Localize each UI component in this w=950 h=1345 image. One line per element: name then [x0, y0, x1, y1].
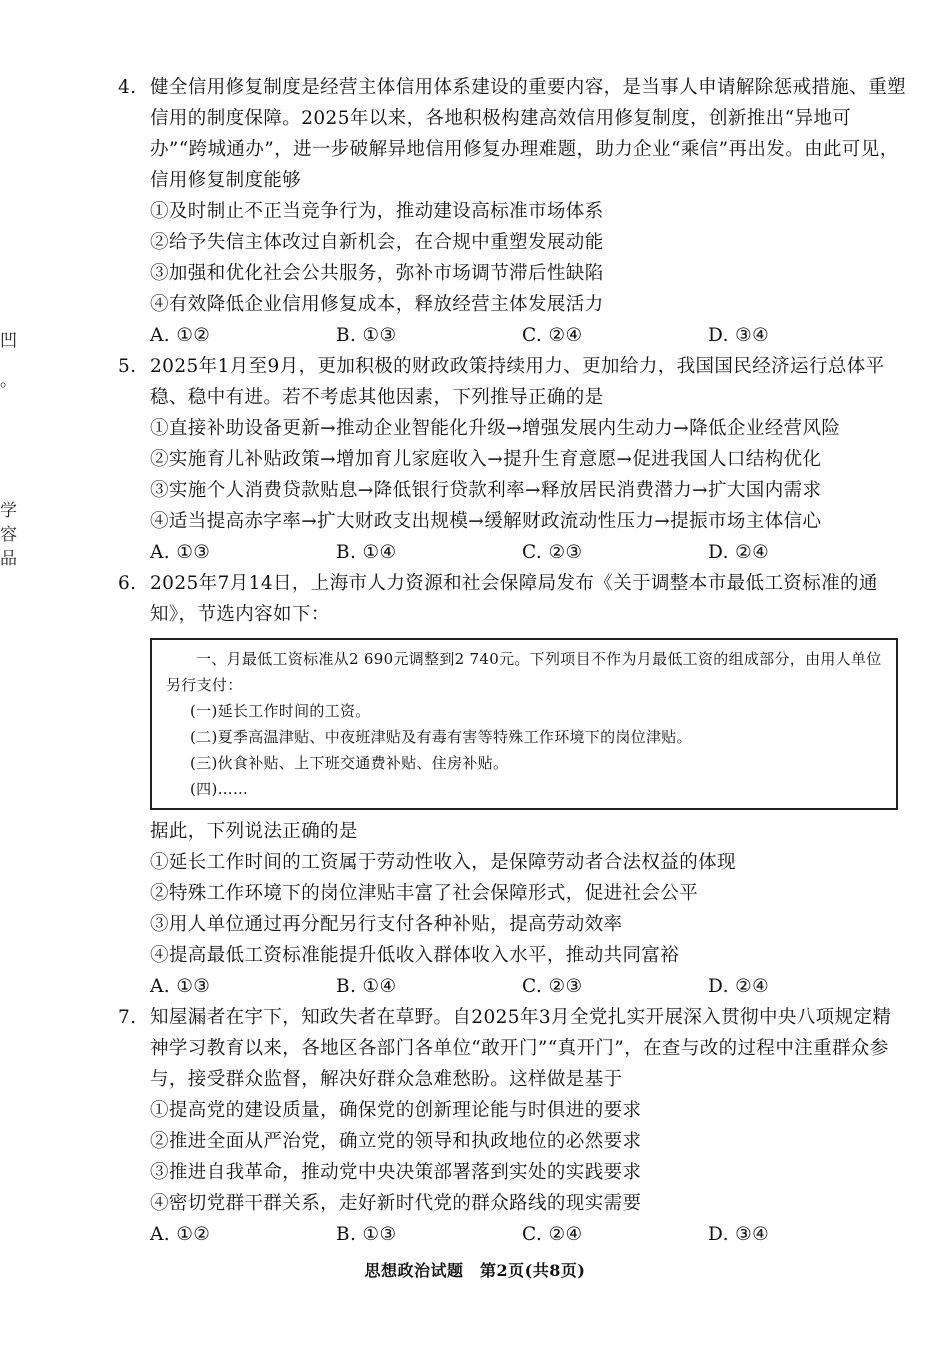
- statement-option: ①提高党的建设质量，确保党的创新理论能与时俱进的要求: [150, 1100, 642, 1121]
- answer-choices: [150, 1219, 908, 1250]
- statement-option: ③实施个人消费贷款贴息→降低银行贷款利率→释放居民消费潜力→扩大国内需求: [150, 480, 822, 501]
- question-number: 7.: [118, 1007, 137, 1028]
- question-7: [118, 1002, 908, 1250]
- statement-option: ④适当提高赤字率→扩大财政支出规模→缓解财政流动性压力→提振市场主体信心: [150, 511, 822, 532]
- choice-d: D. ②④: [708, 976, 770, 997]
- answer-choices: [150, 537, 908, 568]
- choice-c: C. ②③: [522, 542, 583, 563]
- choice-b: B. ①③: [336, 1224, 397, 1245]
- binding-margin-text: [0, 330, 16, 588]
- choice-d: D. ③④: [708, 325, 770, 346]
- question-number: 4.: [118, 77, 137, 98]
- margin-char: [0, 410, 16, 500]
- exam-page: [118, 72, 908, 1250]
- statement-option: ②特殊工作环境下的岗位津贴丰富了社会保障形式，促进社会公平: [150, 883, 699, 904]
- statement-option: ①直接补助设备更新→推动企业智能化升级→增强发展内生动力→降低企业经营风险: [150, 418, 841, 439]
- question-5: [118, 351, 908, 568]
- question-stem: [118, 568, 908, 630]
- question-stem: [118, 351, 908, 413]
- question-text: 2025年1月至9月，更加积极的财政政策持续用力、更加给力，我国国民经济运行总体平稳、稳中有进。若不考虑其他因素，下列推导正确的是: [150, 356, 885, 408]
- answer-choices: [150, 971, 908, 1002]
- answer-choices: [150, 320, 908, 351]
- choice-c: C. ②③: [522, 976, 583, 997]
- statement-option: ②推进全面从严治党，确立党的领导和执政地位的必然要求: [150, 1131, 642, 1152]
- choice-a: A. ①③: [150, 542, 211, 563]
- statement-option: ④有效降低企业信用修复成本，释放经营主体发展活力: [150, 294, 604, 315]
- question-text: 2025年7月14日，上海市人力资源和社会保障局发布《关于调整本市最低工资标准的通知》，节选内容如下：: [150, 573, 878, 625]
- choice-a: A. ①③: [150, 976, 211, 997]
- page-footer: 思想政治试题 第2页(共8页): [364, 1261, 586, 1280]
- statement-option: ③用人单位通过再分配另行支付各种补贴，提高劳动效率: [150, 914, 623, 935]
- question-stem: [118, 1002, 908, 1095]
- statement-option: ④提高最低工资标准能提升低收入群体收入水平，推动共同富裕: [150, 945, 680, 966]
- margin-char: 学: [0, 501, 17, 521]
- statement-option: ④密切党群干群关系，走好新时代党的群众路线的现实需要: [150, 1193, 642, 1214]
- margin-char: 。: [0, 371, 17, 391]
- excerpt-item: (二)夏季高温津贴、中夜班津贴及有毒有害等特殊工作环境下的岗位津贴。: [190, 728, 692, 746]
- question-lead: 据此，下列说法正确的是: [150, 821, 358, 842]
- statement-option: ③推进自我革命，推动党中央决策部署落到实处的实践要求: [150, 1162, 642, 1183]
- statement-option: ①及时制止不正当竞争行为，推动建设高标准市场体系: [150, 201, 604, 222]
- choice-c: C. ②④: [522, 325, 583, 346]
- excerpt-intro: 一、月最低工资标准从2 690元调整到2 740元。下列项目不作为月最低工资的组成部分，由用人单位另行支付：: [166, 650, 882, 694]
- choice-d: D. ②④: [708, 542, 770, 563]
- statement-option: ②实施育儿补贴政策→增加育儿家庭收入→提升生育意愿→促进我国人口结构优化: [150, 449, 822, 470]
- statement-option: ①延长工作时间的工资属于劳动性收入，是保障劳动者合法权益的体现: [150, 852, 736, 873]
- margin-char: 凹: [0, 331, 17, 351]
- question-text: 知屋漏者在宇下，知政失者在草野。自2025年3月全党扎实开展深入贯彻中央八项规定精神学习教育以来，各地区各部门各单位“敢开门”“真开门”，在查与改的过程中注重群众参与，接受群众监督，解决好群众急难愁盼。这样做是基于: [150, 1007, 892, 1090]
- notice-excerpt-box: [150, 638, 898, 810]
- question-text: 健全信用修复制度是经营主体信用体系建设的重要内容，是当事人申请解除惩戒措施、重塑信用的制度保障。2025年以来，各地积极构建高效信用修复制度，创新推出“异地可办”“跨城通办”，进一步破解异地信用修复办理难题，助力企业“乘信”再出发。由此可见，信用修复制度能够: [150, 77, 907, 191]
- question-6: [118, 568, 908, 1002]
- question-number: 6.: [118, 573, 137, 594]
- excerpt-item: (四)……: [190, 780, 249, 798]
- statement-option: ③加强和优化社会公共服务，弥补市场调节滞后性缺陷: [150, 263, 604, 284]
- excerpt-item: (三)伙食补贴、上下班交通费补贴、住房补贴。: [190, 754, 509, 772]
- choice-c: C. ②④: [522, 1224, 583, 1245]
- question-number: 5.: [118, 356, 137, 377]
- choice-b: B. ①④: [336, 976, 397, 997]
- choice-a: A. ①②: [150, 1224, 211, 1245]
- statement-option: ②给予失信主体改过自新机会，在合规中重塑发展动能: [150, 232, 604, 253]
- choice-b: B. ①③: [336, 325, 397, 346]
- margin-char: 品: [0, 549, 17, 569]
- question-4: [118, 72, 908, 351]
- excerpt-item: (一)延长工作时间的工资。: [190, 702, 371, 720]
- margin-char: 容: [0, 525, 17, 545]
- choice-b: B. ①④: [336, 542, 397, 563]
- choice-d: D. ③④: [708, 1224, 770, 1245]
- choice-a: A. ①②: [150, 325, 211, 346]
- question-stem: [118, 72, 908, 196]
